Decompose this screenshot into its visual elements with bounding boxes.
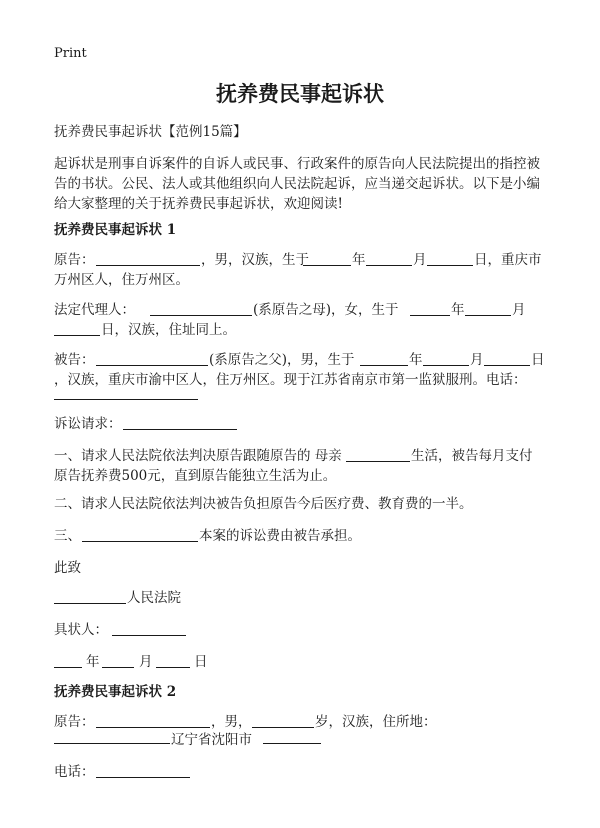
section-heading: 抚养费民事起诉状 1 [54,222,177,238]
agent-label: 法定代理人： [54,302,135,318]
claims-blank [123,429,237,430]
plaintiff-text: 辽宁省沈阳市 [171,732,252,748]
name-blank [96,265,200,266]
year-label: 年 [451,302,465,318]
plaintiff-text: ，男，汉族，生于 [201,252,309,268]
closing: 此致 [54,560,81,576]
plaintiff-text: 岁，汉族，住所地： [315,714,437,730]
year-label: 年 [409,352,423,368]
signer-label: 具状人： [54,622,108,638]
year-blank [303,265,351,266]
claim-3: 三、 [54,528,81,544]
claim-3-blank [82,541,198,542]
month-label: 月 [470,352,484,368]
print-link[interactable]: Print [54,46,87,61]
month-label: 月 [413,252,427,268]
month-blank [465,315,511,316]
defendant-label: 被告： [54,352,95,368]
plaintiff-text: 日，重庆市 [474,252,542,268]
intro-line: 起诉状是刑事自诉案件的自诉人或民事、行政案件的原告向人民法院提出的指控被 [54,156,540,172]
plaintiff-label: 原告： [54,714,95,730]
claim-3: 本案的诉讼费由被告承担。 [199,528,361,544]
claim-1: 一、请求人民法院依法判决原告跟随原告的 母亲 [54,448,342,464]
defendant-text: ，汉族，重庆市渝中区人，住万州区。现于江苏省南京市第一监狱服刑。电话： [54,372,527,388]
court-label: 人民法院 [127,590,181,606]
intro-line: 给大家整理的关于抚养费民事起诉状，欢迎阅读! [54,196,343,212]
year-label: 年 [86,654,100,670]
document-subtitle: 抚养费民事起诉状【范例15篇】 [54,124,247,140]
address-blank [54,743,170,744]
month-label: 月 [512,302,526,318]
intro-line: 告的书状。公民、法人或其他组织向人民法院起诉，应当递交起诉状。以下是小编 [54,176,540,192]
month-label: 月 [139,654,153,670]
day-blank [156,667,190,668]
court-blank [54,603,126,604]
guardian-blank [346,461,410,462]
document-title: 抚养费民事起诉状 [216,81,384,106]
phone-blank [54,399,198,400]
year-blank [360,365,408,366]
month-blank [423,365,469,366]
claim-1: 原告抚养费500元，直到原告能独立生活为止。 [54,468,337,484]
year-label: 年 [352,252,366,268]
defendant-text: (系原告之父)，男，生于 [209,352,355,368]
name-blank [96,365,208,366]
month-blank [102,667,134,668]
year-blank [54,667,82,668]
section-heading: 抚养费民事起诉状 2 [54,684,177,700]
day-blank [484,365,530,366]
agent-text: 日，汉族，住址同上。 [101,322,236,338]
agent-text: (系原告之母)，女，生于 [253,302,399,318]
phone-blank [96,777,190,778]
address-blank [263,743,321,744]
phone-label: 电话： [54,764,95,780]
month-blank [366,265,412,266]
plaintiff-text: ，男， [211,714,252,730]
signer-blank [112,635,186,636]
day-blank [54,335,100,336]
day-blank [427,265,473,266]
day-label: 日 [194,654,208,670]
claims-label: 诉讼请求： [54,416,122,432]
year-blank [410,315,450,316]
plaintiff-label: 原告： [54,252,95,268]
name-blank [150,315,252,316]
claim-2: 二、请求人民法院依法判决被告负担原告今后医疗费、教育费的一半。 [54,496,473,512]
day-label: 日 [531,352,545,368]
plaintiff-text: 万州区人，住万州区。 [54,272,189,288]
claim-1: 生活，被告每月支付 [411,448,533,464]
age-blank [252,727,314,728]
